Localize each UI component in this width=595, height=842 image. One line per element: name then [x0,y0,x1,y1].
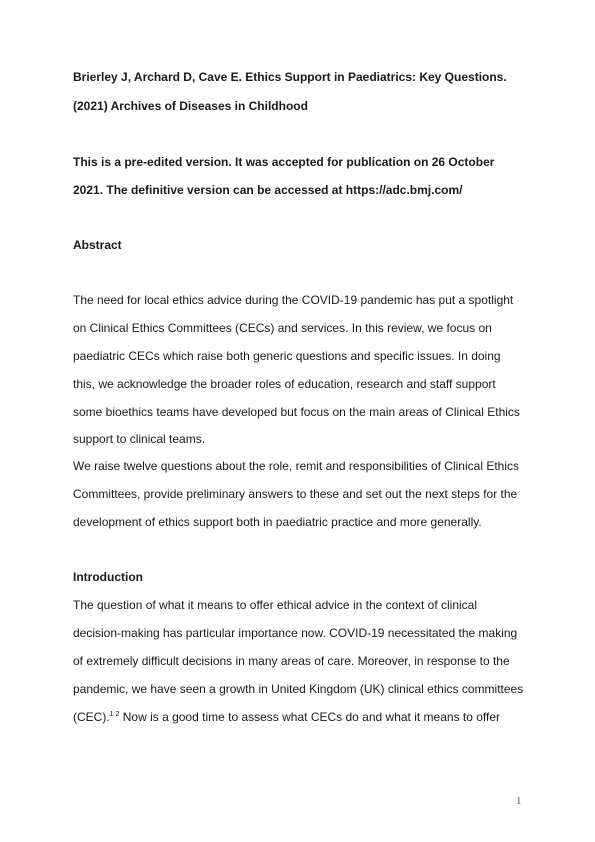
notice-line-1: This is a pre-edited version. It was accepted for publication on 26 October [73,155,495,169]
abstract-heading: Abstract [73,238,122,252]
abstract-line: support to clinical teams. [73,432,206,446]
abstract-line: this, we acknowledge the broader roles of education, research and staff support [73,377,496,391]
abstract-line: some bioethics teams have developed but focus on the main areas of Clinical Ethics [73,405,520,419]
abstract-line: on Clinical Ethics Committees (CECs) and services. In this review, we focus on [73,321,492,335]
introduction-line: pandemic, we have seen a growth in United Kingdom (UK) clinical ethics committees [73,682,524,696]
notice-line-2: 2021. The definitive version can be accessed at https://adc.bmj.com/ [73,183,463,197]
introduction-heading: Introduction [73,570,143,584]
introduction-line: of extremely difficult decisions in many areas of care. Moreover, in response to the [73,654,510,668]
introduction-line: The question of what it means to offer ethical advice in the context of clinical [73,598,478,612]
introduction-line-start: (CEC). [73,710,110,724]
introduction-line: decision-making has particular importance now. COVID-19 necessitated the making [73,626,518,640]
citation-line-1: Brierley J, Archard D, Cave E. Ethics Support in Paediatrics: Key Questions. [73,70,507,84]
citation-line-2: (2021) Archives of Diseases in Childhood [73,99,308,113]
abstract-line: paediatric CECs which raise both generic questions and specific issues. In doing [73,349,501,363]
introduction-line-end: Now is a good time to assess what CECs do and what it means to offer [119,710,501,724]
page-number: 1 [516,795,522,807]
abstract-line: development of ethics support both in paediatric practice and more generally. [73,515,482,529]
reference-superscript[interactable]: 1 2 [109,711,120,718]
abstract-line: The need for local ethics advice during the COVID-19 pandemic has put a spotlight [73,293,514,307]
abstract-line: Committees, provide preliminary answers to these and set out the next steps for the [73,487,518,501]
abstract-line: We raise twelve questions about the role, remit and responsibilities of Clinical Ethics [73,459,519,473]
introduction-line-last [73,710,500,724]
